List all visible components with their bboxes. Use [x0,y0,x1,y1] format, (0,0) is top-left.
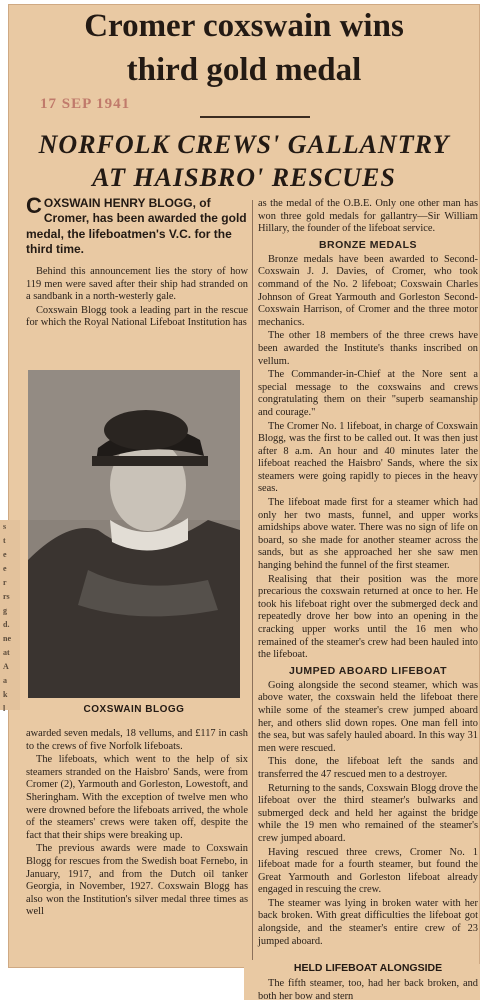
bottom-text [258,978,478,1004]
paragraph: Bronze medals have been awarded to Second-Coxswain J. J. Davies, of Cromer, who took command of the No. 2 lifeboat; Coxswain Charles Johnson of Great Yarmouth and Gorleston Second-Coxswain Harrison, of Cromer and the three motor mechanics. [258,253,478,328]
paragraph: The lifeboats, which went to the help of six steamers stranded on the Haisbro' Sands, were from Cromer (2), Yarmouth and Gorleston, Lowestoft, and Sheringham. With the exception of twelve men who were drowned before the lifeboats arrived, the whole of the steamers' crews were taken off, despite the fact that their ships were breaking up. [26,754,248,841]
paragraph: This done, the lifeboat left the sands and transferred the 47 rescued men to a destroyer. [258,756,478,780]
paragraph: The steamer was lying in broken water with her back broken. With great difficulties the lifeboat got alongside, and the steamer's entire crew of 23 jumped aboard. [258,897,478,947]
paragraph: awarded seven medals, 18 vellums, and £117 in cash to the crews of five Norfolk lifeboats. [26,728,248,752]
column-divider [252,200,253,960]
margin-fragment: l [3,704,6,713]
margin-fragment: s [3,522,7,531]
photo-caption: COXSWAIN BLOGG [83,704,185,715]
portrait-illustration [28,370,240,698]
margin-fragment: t [3,536,6,545]
left-column-top [26,266,248,331]
headline-line-1: Cromer coxswain wins [84,8,404,44]
lead-paragraph [26,193,248,257]
paragraph: as the medal of the O.B.E. Only one other man has won three gold medals for gallantry—Sir William Hillary, the founder of the lifeboat service. [258,198,478,235]
margin-fragment: e [3,564,7,573]
paragraph: The previous awards were made to Coxswain Blogg for rescues from the Swedish boat Fernebo, in January, 1917, and from the Dutch oil tanker Georgia, in November, 1927. Coxswain Blogg has also won the Institution's silver medal three times as well [26,843,248,918]
coxswain-photo [28,370,240,698]
margin-fragment: g [3,606,7,615]
margin-fragment: rs [3,592,10,601]
paragraph: Coxswain Blogg took a leading part in the rescue for which the Royal National Lifeboat Institution has [26,304,248,329]
margin-fragment: d. [3,620,10,629]
headline-rule [200,116,310,118]
margin-fragment: a [3,676,7,685]
left-column-bottom [26,728,248,920]
paragraph: The other 18 members of the three crews have been awarded the Institute's thanks inscribed on vellum. [258,330,478,367]
paragraph: The fifth steamer, too, had her back broken, and both her bow and stern [258,978,478,1002]
margin-fragment: k [3,690,8,699]
jumped-aboard-heading: JUMPED ABOARD LIFEBOAT [289,664,447,677]
headline-line-2: third gold medal [126,52,362,88]
lead-text: OXSWAIN HENRY BLOGG, of Cromer, has been awarded the gold medal, the lifeboatmen's V.C. for the third time. [26,196,247,256]
paragraph: The Cromer No. 1 lifeboat, in charge of Coxswain Blogg, was the first to be called out. It was then just after 8 a.m. An hour and 40 minutes later the lifeboat reached the Haisbro' Sands, where the six steamers were going rapidly to pieces in the heavy seas. [258,420,478,495]
right-column [258,198,478,949]
bronze-medals-heading: BRONZE MEDALS [318,238,418,251]
held-lifeboat-heading: HELD LIFEBOAT ALONGSIDE [293,962,443,974]
paragraph: Having rescued three crews, Cromer No. 1 lifeboat made for a fourth steamer, but found the Great Yarmouth and Gorleston lifeboat already engaged in rescuing the crew. [258,846,478,896]
subhead-line-2: AT HAISBRO' RESCUES [92,163,396,192]
adjacent-column-fragment [0,520,20,713]
paragraph: The lifeboat made first for a steamer which had only her two masts, funnel, and upper works amidships above water. There was no sign of life on board, so she made for another steamer across the sands, but as she approached her she saw men hanging behind the funnel of the first steamer. [258,497,478,572]
paragraph: Realising that their position was the more precarious the coxswain returned at once to her. He took his lifeboat right over the submerged deck and repeatedly drove her bow into an opening in the cracking upper works until the 16 men who remained of the steamer's crew had been hauled into the lifeboat. [258,573,478,661]
margin-fragment: at [3,648,10,657]
paragraph: Returning to the sands, Coxswain Blogg drove the lifeboat over the third steamer's bulwarks and submerged deck and held her against the bridge while the 19 men who remained of the steamer's crew jumped aboard. [258,782,478,844]
paragraph: Behind this announcement lies the story of how 119 men were saved after their ship had stranded on a sandbank in a north-westerly gale. [26,266,248,303]
date-stamp: 17 SEP 1941 [40,96,131,112]
margin-fragment: r [3,578,7,587]
margin-fragment: A [3,662,9,671]
margin-fragment: ne [3,634,11,643]
margin-fragment: e [3,550,7,559]
subhead-line-1: NORFOLK CREWS' GALLANTRY [38,130,450,159]
paragraph: Going alongside the second steamer, which was above water, the coxswain held the lifeboat there while some of the steamer's crew jumped aboard her, and others slid down ropes. One man fell into the sea, but was safely hauled aboard. In this way 31 men were rescued. [258,679,478,754]
paragraph: The Commander-in-Chief at the Nore sent a special message to the coxswains and crews congratulating them on their "superb seamanship and courage." [258,369,478,418]
drop-cap: C [26,193,42,218]
